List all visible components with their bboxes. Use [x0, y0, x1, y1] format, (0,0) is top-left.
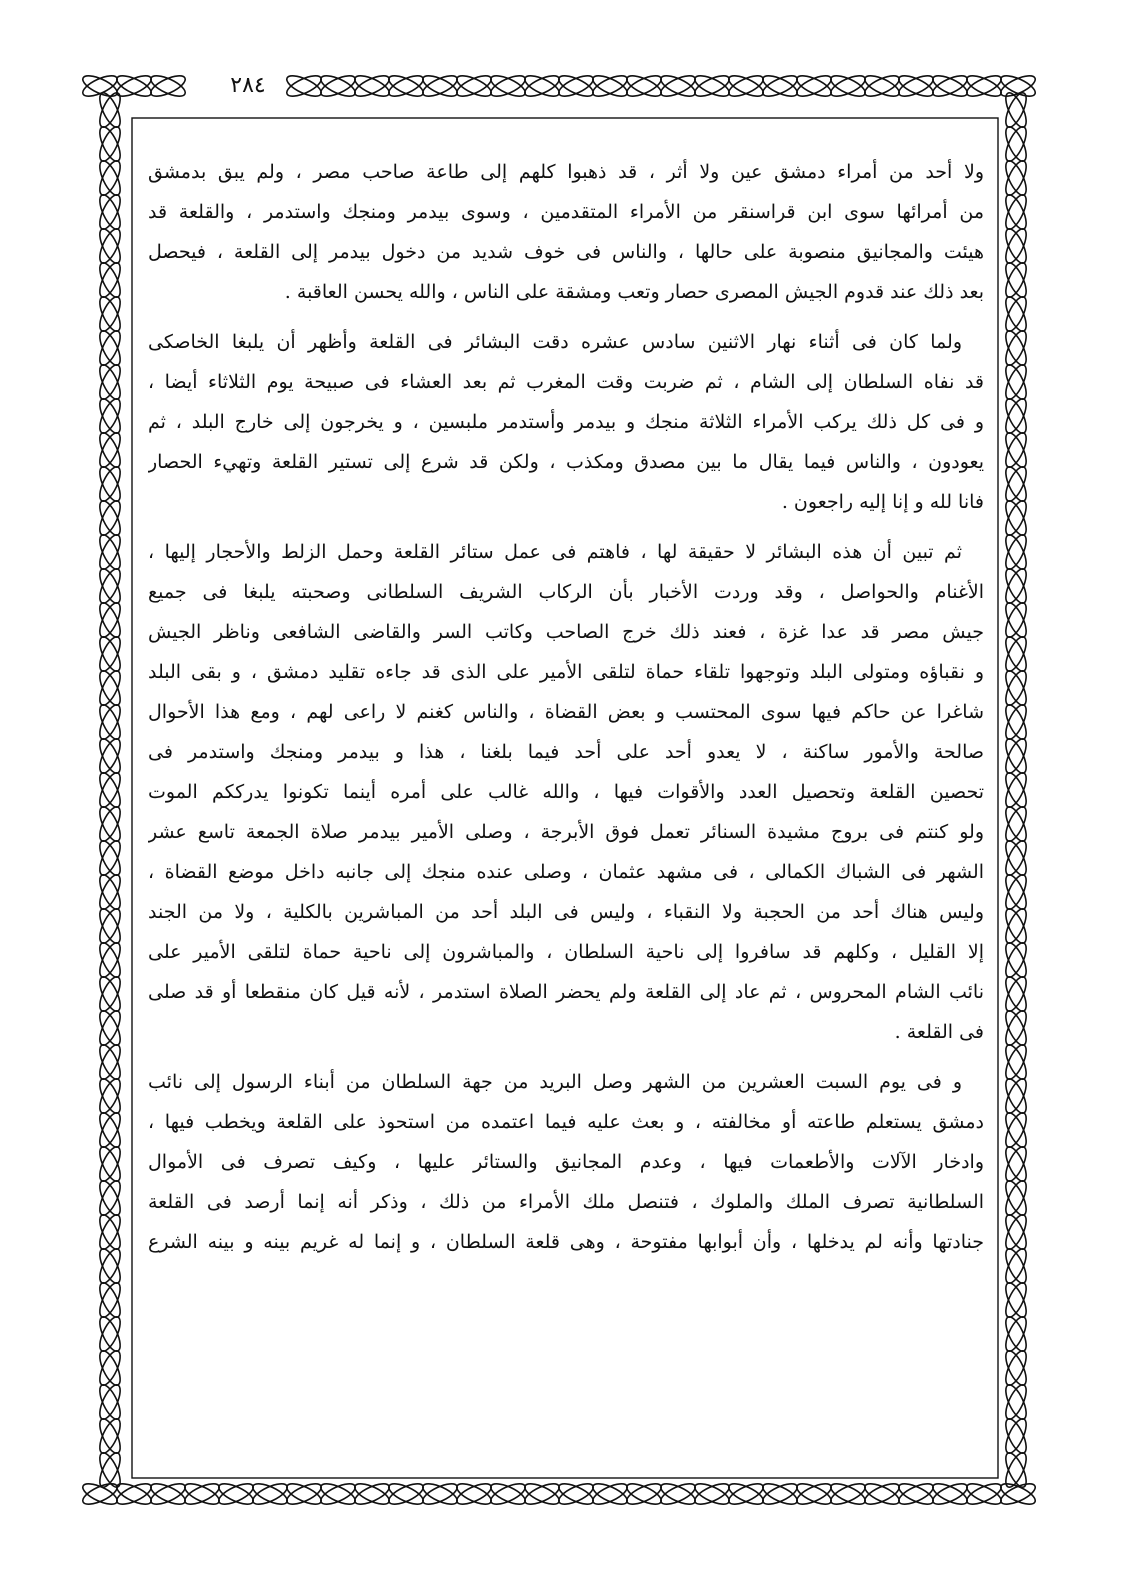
text-line: فى القلعة . — [894, 1021, 984, 1043]
text-line: و فى يوم السبت العشرين من الشهر وصل البريد من جهة السلطان من أبناء الرسول إلى نائب — [148, 1071, 962, 1093]
text-line: الشهر فى الشباك الكمالى ، فى مشهد عثمان ، وصلى عنده منجك إلى جانبه داخل موضع القضاة ، — [148, 861, 984, 883]
text-line: نائب الشام المحروس ، ثم عاد إلى القلعة ولم يحضر الصلاة استدمر ، لأنه قيل كان منقطعا أو قد صلى — [148, 981, 984, 1003]
text-line: السلطانية تصرف الملك والملوك ، فتنصل ملك الأمراء من ذلك ، وذكر أنه إنما أرصد فى القلعة — [148, 1191, 984, 1213]
border-right-band — [1002, 90, 1030, 1490]
text-line: وليس هناك أحد من الحجبة ولا النقباء ، وليس فى البلد أحد من المباشرين بالكلية ، ولا من الجند — [148, 901, 984, 923]
text-line: فانا لله و إنا إليه راجعون . — [781, 491, 984, 513]
text-line: شاغرا عن حاكم فيها سوى المحتسب و بعض القضاة ، والناس كغنم لا راعى لهم ، ومع هذا الأحوال — [148, 701, 984, 723]
text-line: و فى كل ذلك يركب الأمراء الثلاثة منجك و بيدمر وأستدمر ملبسين ، و يخرجون إلى خارج البلد ، ثم — [148, 411, 984, 433]
text-line: الأغنام والحواصل ، وقد وردت الأخبار بأن الركاب الشريف السلطانى وصحبته يلبغا فى جميع — [148, 581, 984, 603]
text-line: هيئت والمجانيق منصوبة على حالها ، والناس فى خوف شديد من دخول بيدمر إلى القلعة ، فيحصل — [148, 241, 984, 263]
border-left-band — [96, 90, 124, 1490]
text-line: جيش مصر قد عدا غزة ، فعند ذلك خرج الصاحب وكاتب السر والقاضى الشافعى وناظر الجيش — [148, 621, 984, 643]
paragraph-1 — [148, 152, 984, 312]
text-line: صالحة والأمور ساكنة ، لا يعدو أحد على أحد فيما بلغنا ، هذا و بيدمر ومنجك واستدمر فى — [148, 741, 984, 763]
page-number: ٢٨٤ — [218, 72, 278, 100]
text-line: وادخار الآلات والأطعمات فيها ، وعدم المجانيق والستائر عليها ، وكيف تصرف فى الأموال — [148, 1151, 984, 1173]
text-line: من أمرائها سوى ابن قراسنقر من الأمراء المتقدمين ، وسوى بيدمر ومنجك واستدمر ، والقلعة قد — [148, 201, 984, 223]
text-line: إلا القليل ، وكلهم قد سافروا إلى ناحية السلطان ، والمباشرون إلى ناحية حماة لتلقى الأمير على — [148, 941, 984, 963]
text-line: ثم تبين أن هذه البشائر لا حقيقة لها ، فاهتم فى عمل ستائر القلعة وحمل الزلط والأحجار إليها ، — [148, 541, 962, 563]
text-line: تحصين القلعة وتحصيل العدد والأقوات فيها ، والله غالب على أمره أينما تكونوا يدرككم الموت — [148, 781, 984, 803]
text-line: يعودون ، والناس فيما يقال ما بين مصدق ومكذب ، ولكن قد شرع إلى تستير القلعة وتهيء الحصار — [148, 451, 984, 473]
text-line: جنادتها وأنه لم يدخلها ، وأن أبوابها مفتوحة ، وهى قلعة السلطان ، و إنما له غريم بينه و بينه الشرع — [148, 1231, 984, 1253]
text-line: دمشق يستعلم طاعته أو مخالفته ، و بعث عليه فيما اعتمده من استحوذ على القلعة ويخطب فيها ، — [148, 1111, 984, 1133]
main-text — [148, 152, 984, 1452]
text-line: بعد ذلك عند قدوم الجيش المصرى حصار وتعب ومشقة على الناس ، والله يحسن العاقبة . — [284, 281, 984, 303]
text-line: ولما كان فى أثناء نهار الاثنين سادس عشره دقت البشائر فى القلعة وأظهر أن يلبغا الخاصكى — [148, 331, 962, 353]
text-line: ولا أحد من أمراء دمشق عين ولا أثر ، قد ذهبوا كلهم إلى طاعة صاحب مصر ، ولم يبق بدمشق — [148, 161, 984, 183]
paragraph-2 — [148, 322, 984, 522]
text-line: ولو كنتم فى بروج مشيدة السنائر تعمل فوق الأبرجة ، وصلى الأمير بيدمر صلاة الجمعة تاسع عشر — [148, 821, 984, 843]
paragraph-3 — [148, 532, 984, 1052]
paragraph-4 — [148, 1062, 984, 1262]
text-line: قد نفاه السلطان إلى الشام ، ثم ضربت وقت المغرب ثم بعد العشاء فى صبيحة يوم الثلاثاء أيضا ، — [148, 371, 984, 393]
text-line: و نقباؤه ومتولى البلد وتوجهوا تلقاء حماة لتلقى الأمير على الذى قد جاءه تقليد دمشق ، و بقى البلد — [148, 661, 984, 683]
border-bottom-band — [80, 1480, 1038, 1508]
